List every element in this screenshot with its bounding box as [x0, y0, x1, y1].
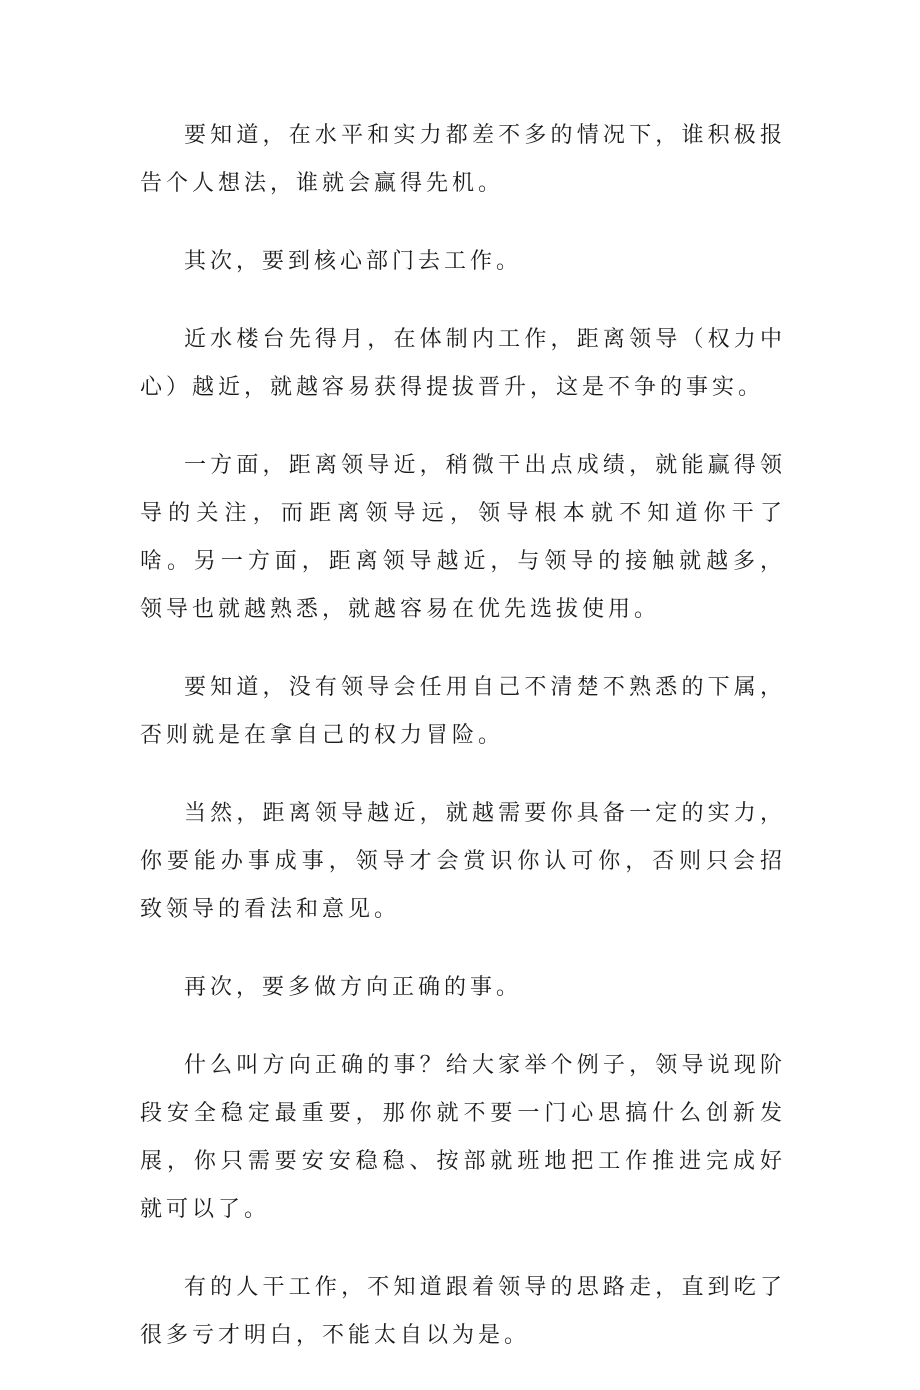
paragraph-7: 再次，要多做方向正确的事。 — [184, 975, 523, 1000]
paragraph-2: 其次，要到核心部门去工作。 — [184, 249, 523, 274]
paragraph-4: 一方面，距离领导近，稍微干出点成绩，就能赢得领导的关注，而距离领导远，领导根本就不知道你干了啥。另一方面，距离领导越近，与领导的接触就越多，领导也就越熟悉，就越容易在优先选拔使用。 — [140, 453, 786, 622]
paragraph-9: 有的人干工作，不知道跟着领导的思路走，直到吃了很多亏才明白，不能太自以为是。 — [140, 1275, 786, 1348]
paragraph-8: 什么叫方向正确的事？给大家举个例子，领导说现阶段安全稳定最重要，那你就不要一门心思搞什么创新发展，你只需要安安稳稳、按部就班地把工作推进完成好就可以了。 — [140, 1053, 786, 1222]
paragraph-6: 当然，距离领导越近，就越需要你具备一定的实力，你要能办事成事，领导才会赏识你认可你，否则只会招致领导的看法和意见。 — [140, 801, 786, 922]
paragraph-5: 要知道，没有领导会任用自己不清楚不熟悉的下属，否则就是在拿自己的权力冒险。 — [140, 675, 786, 748]
document-body — [140, 112, 786, 1390]
paragraph-1: 要知道，在水平和实力都差不多的情况下，谁积极报告个人想法，谁就会赢得先机。 — [140, 123, 786, 196]
paragraph-3: 近水楼台先得月，在体制内工作，距离领导（权力中心）越近，就越容易获得提拔晋升，这是不争的事实。 — [140, 327, 786, 400]
